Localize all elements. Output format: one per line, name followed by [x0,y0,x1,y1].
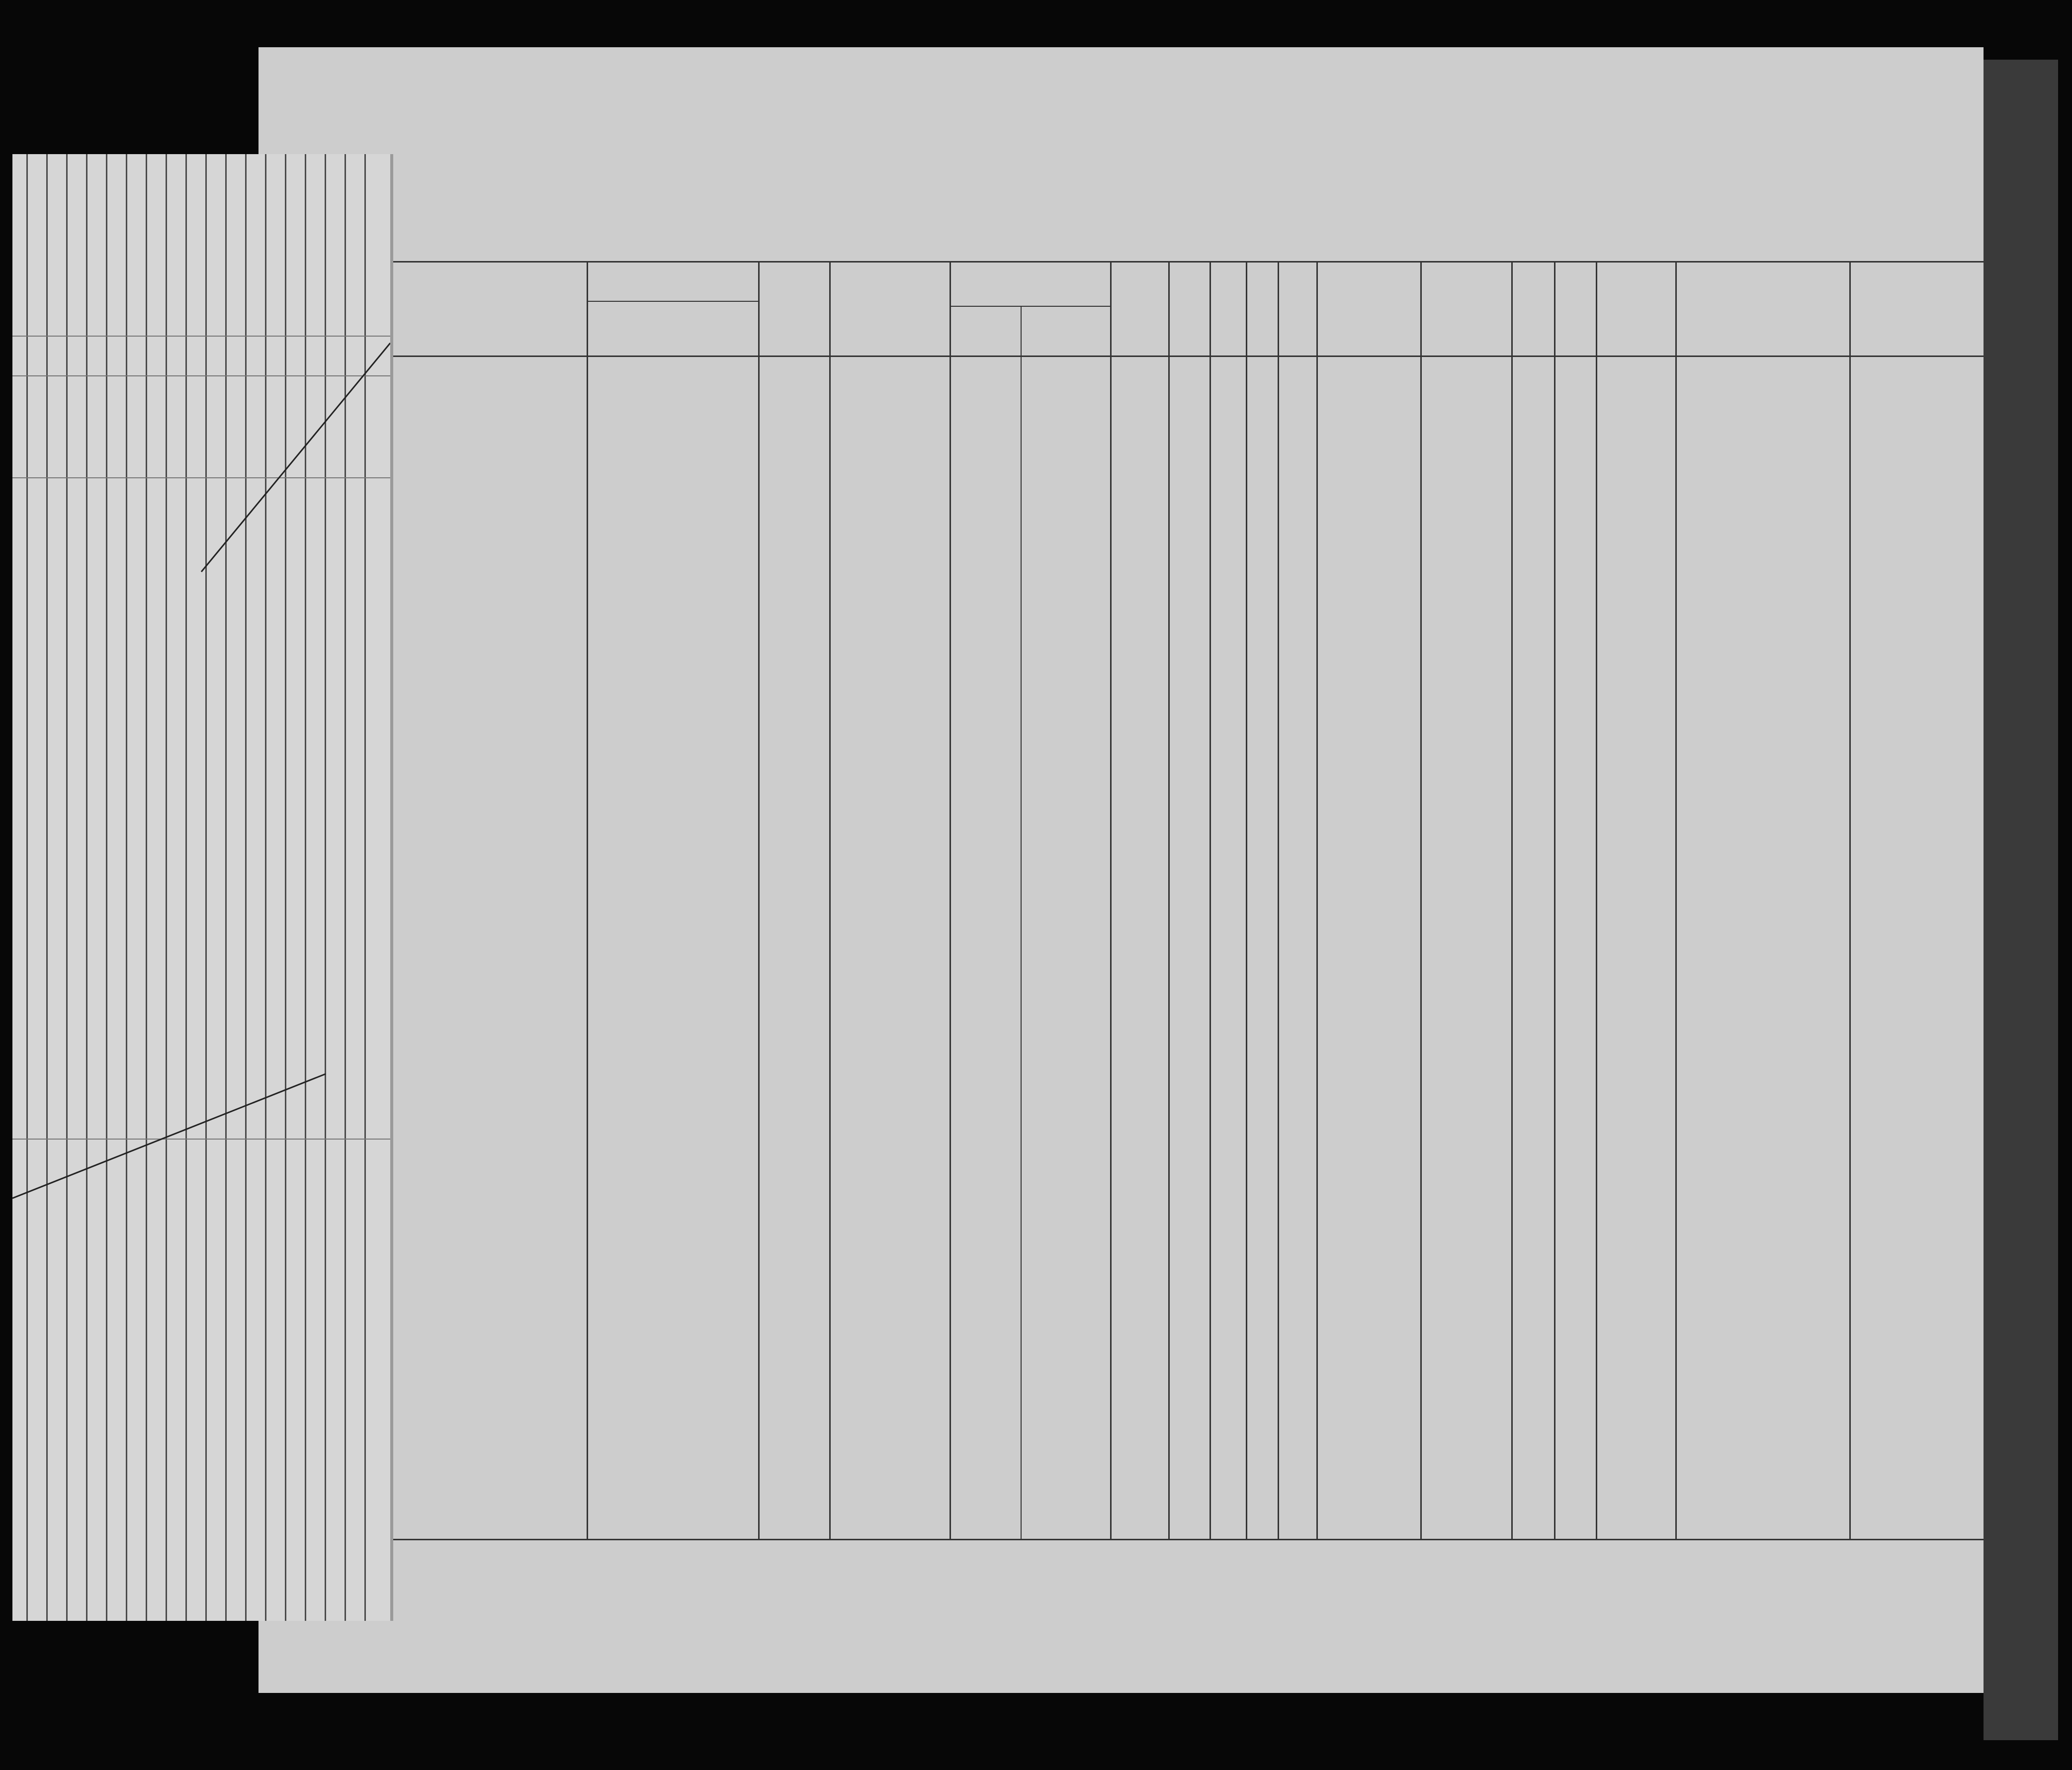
check-marks [259,47,1984,1693]
slip-cancel-lines [12,154,390,1621]
manifest-sheet [259,47,1984,1693]
discharged-seamen-slip [12,154,390,1621]
adjacent-page-edge [1984,60,2058,1740]
